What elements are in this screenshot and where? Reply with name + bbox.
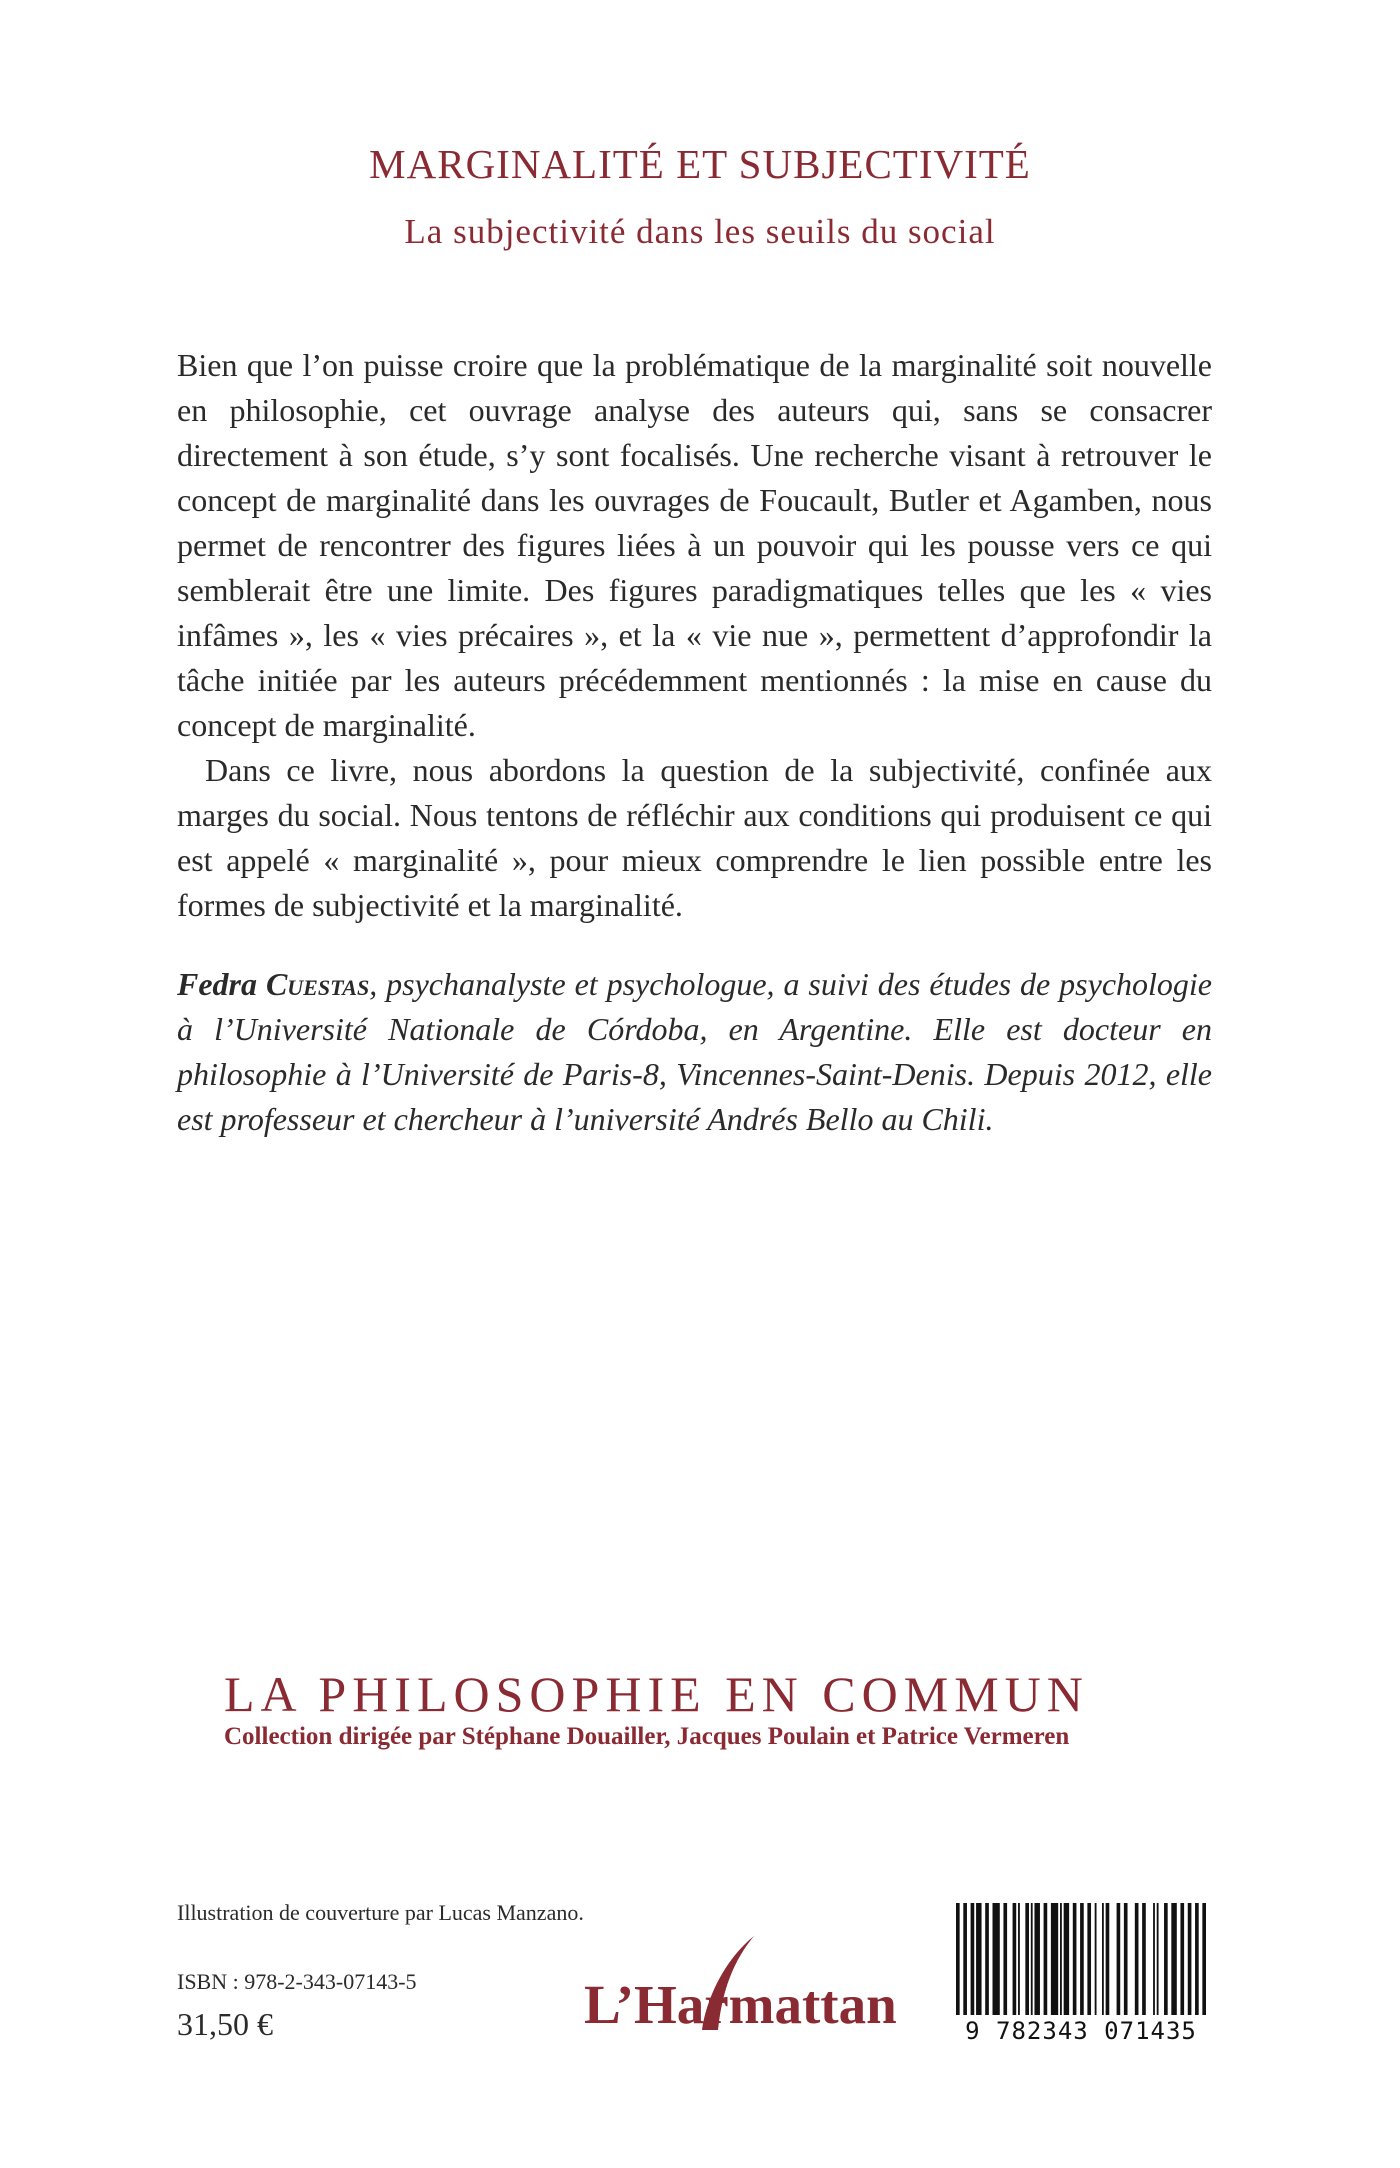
barcode-bar [992, 1903, 999, 2015]
blurb-paragraph: Dans ce livre, nous abordons la question de la subjectivité, confinée aux marges du social. Nous tentons de réfléchir aux conditions qui produisent ce qui est appelé « marginalité », pour mieux comprendre le lien possible entre les formes de subjectivité et la marginalité. [177, 752, 1212, 923]
author-first-name: Fedra [177, 966, 257, 1002]
barcode-bar [963, 1903, 967, 2015]
price: 31,50 € [177, 2006, 273, 2042]
barcode-bar [1034, 1903, 1039, 2015]
blurb-paragraph: Bien que l’on puisse croire que la problématique de la marginalité soit nouvelle en philosophie, cet ouvrage analyse des auteurs qui, sans se consacrer directement à son étude, s’y sont focalisés. Une recherche visant à retrouver le concept de marginalité dans les ouvrages de Foucault, Butler et Agamben, nous permet de rencontrer des figures liées à un pouvoir qui les pousse vers ce qui semblerait être une limite. Des figures paradigmatiques telles que les « vies infâmes », les « vies précaires », et la « vie nue », permettent d’approfondir la tâche initiée par les auteurs précédemment mentionnés : la mise en cause du concept de marginalité. [177, 347, 1212, 743]
barcode-bar [1171, 1903, 1176, 2015]
barcode-digits: 9 782343 071435 [965, 2017, 1197, 2045]
illustration-credit: Illustration de couverture par Lucas Manzano. [177, 1900, 584, 1925]
book-title: MARGINALITÉ ET SUBJECTIVITÉ [369, 141, 1031, 187]
isbn: ISBN : 978-2-343-07143-5 [177, 1969, 417, 1994]
series-editors: Collection dirigée par Stéphane Douailler, Jacques Poulain et Patrice Vermeren [224, 1723, 1070, 1750]
barcode-bar [1087, 1903, 1091, 2015]
publisher-logo [584, 1930, 897, 2040]
barcode-bar [1031, 1903, 1033, 2015]
publisher-name: L’Harmattan [584, 1974, 897, 2035]
author-bio [177, 962, 1212, 1142]
barcode-bar [1157, 1903, 1159, 2015]
barcode [952, 1903, 1210, 2045]
barcode-bar [1135, 1903, 1139, 2015]
barcode-bars-icon [952, 1903, 1210, 2015]
barcode-bar [1064, 1903, 1069, 2015]
blurb [177, 343, 1212, 928]
barcode-bar [1013, 1903, 1017, 2015]
barcode-bar [1018, 1903, 1020, 2015]
barcode-bar [1164, 1903, 1168, 2015]
barcode-bar [1080, 1903, 1084, 2015]
barcode-bar [1044, 1903, 1048, 2015]
barcode-bar [1102, 1903, 1104, 2015]
barcode-bar [1073, 1903, 1077, 2015]
barcode-bar [971, 1903, 975, 2015]
author-bio-text: , psychanalyste et psychologue, a suivi des études de psychologie à l’Université Nationale de Córdoba, en Argentine. Elle est docteur en philosophie à l’Université de Paris-8, Vincennes-Saint-Denis. Depuis 2012, elle est professeur et chercheur à l’université Andrés Bello au Chili. [177, 966, 1213, 1137]
barcode-bar [1124, 1903, 1128, 2015]
barcode-bar [1188, 1903, 1192, 2015]
barcode-bar [1051, 1903, 1058, 2015]
barcode-bar [1195, 1903, 1199, 2015]
barcode-bar [1106, 1903, 1110, 2015]
book-subtitle: La subjectivité dans les seuils du social [404, 212, 996, 251]
barcode-bar [1142, 1903, 1146, 2015]
barcode-bar [1180, 1903, 1184, 2015]
barcode-bar [956, 1903, 960, 2015]
barcode-bar [1202, 1903, 1206, 2015]
series-name: LA PHILOSOPHIE EN COMMUN [224, 1666, 1089, 1722]
barcode-bar [1025, 1903, 1029, 2015]
author-last-name: Cuestas [265, 966, 370, 1002]
barcode-bar [1060, 1903, 1062, 2015]
barcode-bar [1117, 1903, 1121, 2015]
barcode-bar [1003, 1903, 1007, 2015]
barcode-bar [1153, 1903, 1155, 2015]
barcode-bar [985, 1903, 989, 2015]
barcode-bar [976, 1903, 981, 2015]
barcode-bar [1095, 1903, 1097, 2015]
